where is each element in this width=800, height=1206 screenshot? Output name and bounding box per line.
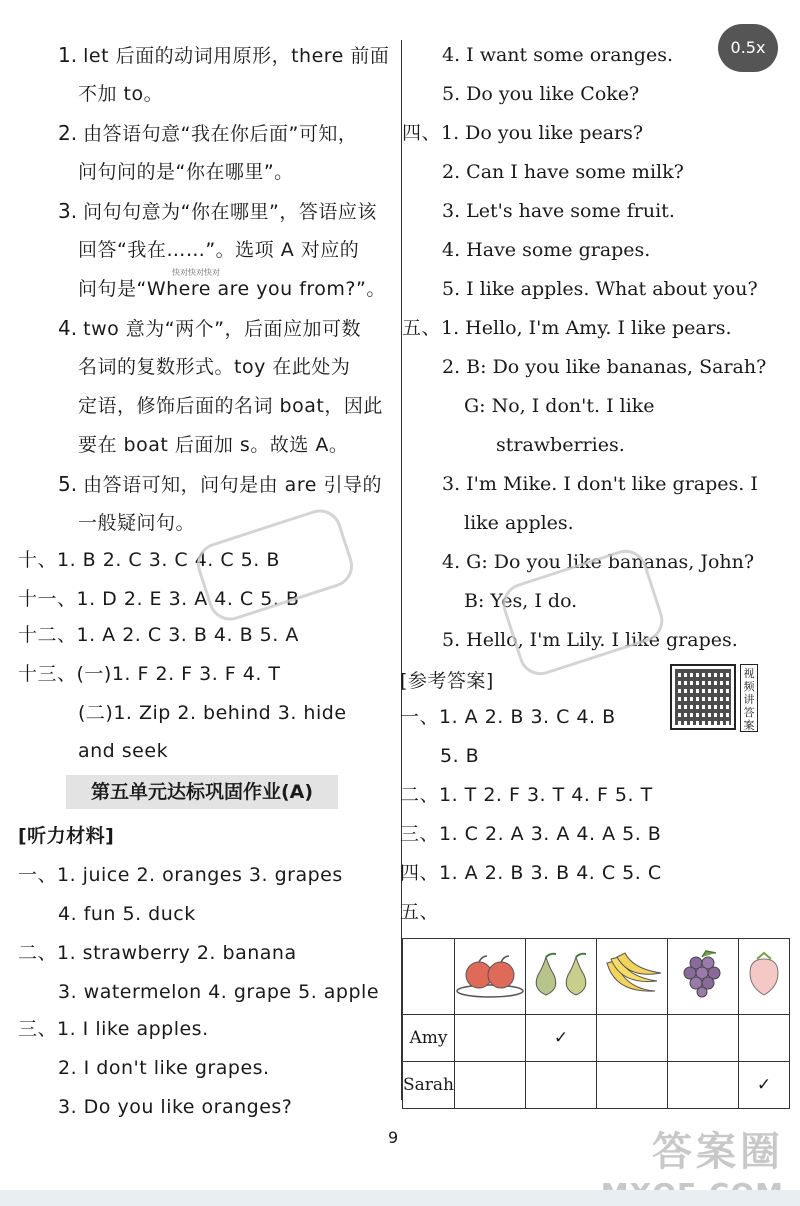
listening-line: 4. Have some grapes.: [442, 239, 651, 261]
listening-line: 2. Can I have some milk?: [442, 161, 684, 183]
table-row-sarah: [403, 1062, 790, 1109]
listening-line: 4. fun 5. duck: [58, 903, 196, 925]
reference-line: 四、1. A 2. B 3. B 4. C 5. C: [400, 862, 662, 884]
pear-icon: [526, 939, 597, 1015]
listening-line: 4. G: Do you like bananas, John?: [442, 551, 755, 573]
listening-line: 5. I like apples. What about you?: [442, 278, 758, 300]
answer-line: 十一、1. D 2. E 3. A 4. C 5. B: [18, 588, 300, 610]
table-header-row: [403, 939, 790, 1015]
check-cell: ✓: [739, 1062, 790, 1109]
explanation-line: 回答“我在……”。选项 A 对应的: [78, 239, 360, 261]
grape-icon: [668, 939, 739, 1015]
answer-line: 十、1. B 2. C 3. C 4. C 5. B: [18, 549, 280, 571]
listening-line: 五、1. Hello, I'm Amy. I like pears.: [402, 317, 732, 339]
explanation-line: 不加 to。: [78, 83, 164, 105]
fruit-table: [402, 938, 790, 1109]
explanation-line: 4. two 意为“两个”，后面应加可数: [58, 316, 361, 340]
reference-line: 二、1. T 2. F 3. T 4. F 5. T: [400, 784, 653, 806]
explanation-line: 3. 问句句意为“你在哪里”，答语应该: [58, 199, 377, 223]
row-name-cell: Sarah: [403, 1062, 455, 1109]
listening-line: 4. I want some oranges.: [442, 44, 673, 66]
explanation-line: 问句是“Where are you from?”。: [78, 278, 386, 300]
explanation-line: 5. 由答语可知，问句是由 are 引导的: [58, 472, 382, 496]
listening-line: 5. Hello, I'm Lily. I like grapes.: [442, 629, 738, 651]
banana-icon: [597, 939, 668, 1015]
listening-line: 3. I'm Mike. I don't like grapes. I: [442, 473, 758, 495]
explanation-line: 1. let 后面的动词用原形，there 前面: [58, 43, 390, 67]
watermark-title: 答案圈: [652, 1129, 784, 1175]
answer-line: 十三、(一)1. F 2. F 3. F 4. T: [18, 663, 281, 685]
listening-line: 3. Let's have some fruit.: [442, 200, 675, 222]
listening-line: 2. B: Do you like bananas, Sarah?: [442, 356, 767, 378]
reference-line: 一、1. A 2. B 3. C 4. B: [400, 706, 616, 728]
listening-line: 2. I don't like grapes.: [58, 1057, 270, 1079]
apple-icon: [455, 939, 526, 1015]
small-stamp-text: 快对快对快对: [172, 268, 220, 277]
listening-line: 二、1. strawberry 2. banana: [18, 942, 297, 964]
listening-line: B: Yes, I do.: [464, 590, 578, 612]
reference-line: 五、: [400, 901, 440, 923]
listening-line: 一、1. juice 2. oranges 3. grapes: [18, 864, 343, 886]
bottom-strip: [0, 1190, 800, 1206]
explanation-line: 定语，修饰后面的名词 boat，因此: [78, 395, 383, 417]
strawberry-icon: [739, 939, 790, 1015]
explanation-line: 2. 由答语句意“我在你后面”可知，: [58, 121, 358, 145]
explanation-line: 一般疑问句。: [78, 512, 196, 534]
answer-line: 十二、1. A 2. C 3. B 4. B 5. A: [18, 624, 299, 646]
check-cell: [526, 1062, 597, 1109]
check-cell: [739, 1015, 790, 1062]
page-number: 9: [388, 1128, 399, 1147]
listening-line: like apples.: [464, 512, 574, 534]
corner-cell: [403, 939, 455, 1015]
zoom-level-button[interactable]: 0.5x: [718, 24, 778, 72]
qr-label: 视频讲答案: [740, 664, 758, 732]
reference-line: 三、1. C 2. A 3. A 4. A 5. B: [400, 823, 662, 845]
check-cell: [597, 1062, 668, 1109]
listening-header: [听力材料]: [18, 825, 115, 847]
row-name-cell: Amy: [403, 1015, 455, 1062]
check-cell: ✓: [526, 1015, 597, 1062]
listening-line: 四、1. Do you like pears?: [402, 122, 644, 144]
answer-line: (二)1. Zip 2. behind 3. hide: [78, 702, 347, 724]
qr-code-icon[interactable]: [670, 664, 736, 730]
table-row-amy: [403, 1015, 790, 1062]
check-cell: [455, 1062, 526, 1109]
check-cell: [668, 1062, 739, 1109]
explanation-line: 问句问的是“你在哪里”。: [78, 161, 294, 183]
section-title: 第五单元达标巩固作业(A): [66, 775, 338, 809]
listening-line: 三、1. I like apples.: [18, 1018, 209, 1040]
reference-header: [参考答案]: [400, 670, 494, 692]
explanation-line: 要在 boat 后面加 s。故选 A。: [78, 434, 349, 456]
reference-line: 5. B: [440, 745, 480, 767]
listening-line: 3. watermelon 4. grape 5. apple: [58, 981, 380, 1003]
explanation-line: 名词的复数形式。toy 在此处为: [78, 356, 351, 378]
listening-line: G: No, I don't. I like: [464, 395, 655, 417]
answer-line: and seek: [78, 740, 169, 762]
listening-line: 3. Do you like oranges?: [58, 1096, 293, 1118]
check-cell: [455, 1015, 526, 1062]
check-cell: [597, 1015, 668, 1062]
check-cell: [668, 1015, 739, 1062]
listening-line: 5. Do you like Coke?: [442, 83, 640, 105]
listening-line: strawberries.: [496, 434, 625, 456]
